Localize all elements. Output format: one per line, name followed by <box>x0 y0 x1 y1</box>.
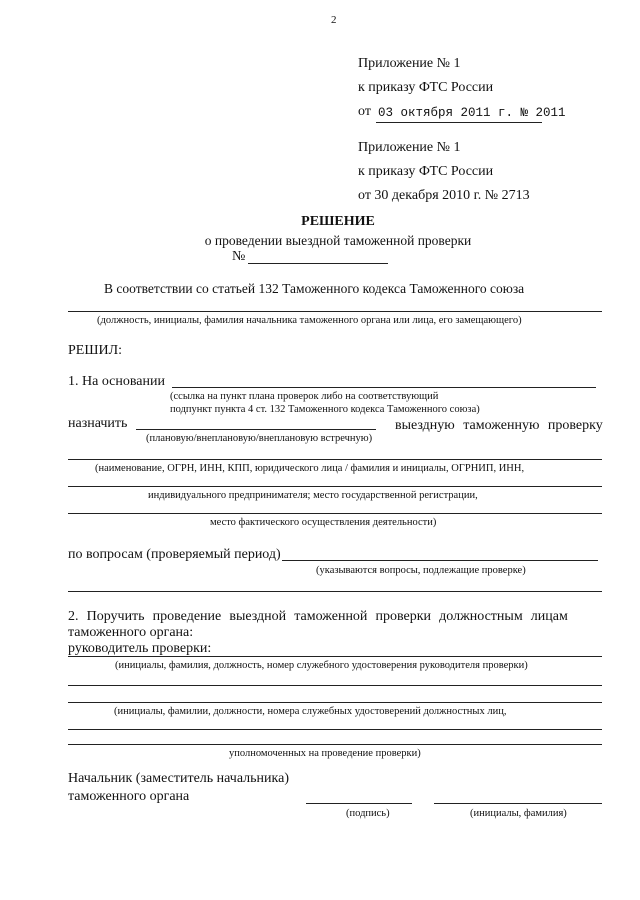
p2-line1: 2. Поручить проведение выездной таможенной проверки должностным лицам <box>68 609 568 624</box>
document-title: РЕШЕНИЕ <box>301 214 375 229</box>
head-official-caption: (должность, инициалы, фамилия начальника таможенного органа или лица, его замещающего) <box>97 315 522 326</box>
entity-line-3[interactable] <box>68 513 602 514</box>
officials-caption-2: уполномоченных на проведение проверки) <box>229 748 421 759</box>
officials-line-1[interactable] <box>68 702 602 703</box>
basis-caption-1: (ссылка на пункт плана проверок либо на соответствующий <box>170 391 439 402</box>
head-of-audit-label: руководитель проверки: <box>68 641 212 656</box>
officials-line-3[interactable] <box>68 744 602 745</box>
questions-extra-line[interactable] <box>68 591 602 592</box>
p2-line2: таможенного органа: <box>68 625 194 640</box>
entity-line-1[interactable] <box>68 459 602 460</box>
number-underline[interactable] <box>248 263 388 264</box>
entity-caption-1: (наименование, ОГРН, ИНН, КПП, юридического лица / фамилия и инициалы, ОГРНИП, ИНН, <box>95 463 525 474</box>
questions-line[interactable] <box>282 560 598 561</box>
head-of-audit-caption: (инициалы, фамилия, должность, номер служебного удостоверения руководителя проверки) <box>115 660 528 671</box>
officials-caption-1: (инициалы, фамилии, должности, номера служебных удостоверений должностных лиц, <box>114 706 507 717</box>
entity-line-2[interactable] <box>68 486 602 487</box>
assign-caption: (плановую/внеплановую/внеплановую встречную) <box>146 433 373 444</box>
assign-suffix: выездную таможенную проверку <box>395 418 603 433</box>
page-number: 2 <box>331 14 337 26</box>
entity-caption-3: место фактического осуществления деятельности) <box>210 517 437 528</box>
basis-label: 1. На основании <box>68 374 165 389</box>
head-of-audit-line[interactable] <box>68 656 602 657</box>
questions-caption: (указываются вопросы, подлежащие проверке) <box>316 565 526 576</box>
chief-title-line1: Начальник (заместитель начальника) <box>68 771 289 786</box>
questions-label: по вопросам (проверяемый период) <box>68 547 281 562</box>
annex-top-underline <box>376 122 542 123</box>
entity-caption-2: индивидуального предпринимателя; место государственной регистрации, <box>148 490 478 501</box>
intro-text: В соответствии со статьей 132 Таможенного кодекса Таможенного союза <box>104 281 525 296</box>
annex-top-line2: к приказу ФТС России <box>358 80 494 95</box>
name-line[interactable] <box>434 803 602 804</box>
name-caption: (инициалы, фамилия) <box>470 808 567 819</box>
officials-line-2[interactable] <box>68 729 602 730</box>
assign-type-line[interactable] <box>136 429 376 430</box>
decided-label: РЕШИЛ: <box>68 343 122 358</box>
assign-label: назначить <box>68 416 128 431</box>
basis-caption-2: подпункт пункта 4 ст. 132 Таможенного кодекса Таможенного союза) <box>170 404 480 415</box>
head-official-line[interactable] <box>68 311 602 312</box>
signature-caption: (подпись) <box>346 808 390 819</box>
annex-top-line3-prefix: от <box>358 104 371 119</box>
signature-line[interactable] <box>306 803 412 804</box>
annex-bottom-line3: от 30 декабря 2010 г. № 2713 <box>358 188 530 203</box>
annex-bottom-line2: к приказу ФТС России <box>358 164 494 179</box>
head-of-audit-extra-line[interactable] <box>68 685 602 686</box>
number-label: № <box>232 249 246 264</box>
annex-top-line1: Приложение № 1 <box>358 56 461 71</box>
chief-title-line2: таможенного органа <box>68 789 190 804</box>
annex-bottom-line1: Приложение № 1 <box>358 140 461 155</box>
document-subtitle: о проведении выездной таможенной проверки <box>204 233 472 248</box>
basis-line[interactable] <box>172 387 596 388</box>
annex-top-date-number: 03 октября 2011 г. № 2011 <box>378 106 566 120</box>
